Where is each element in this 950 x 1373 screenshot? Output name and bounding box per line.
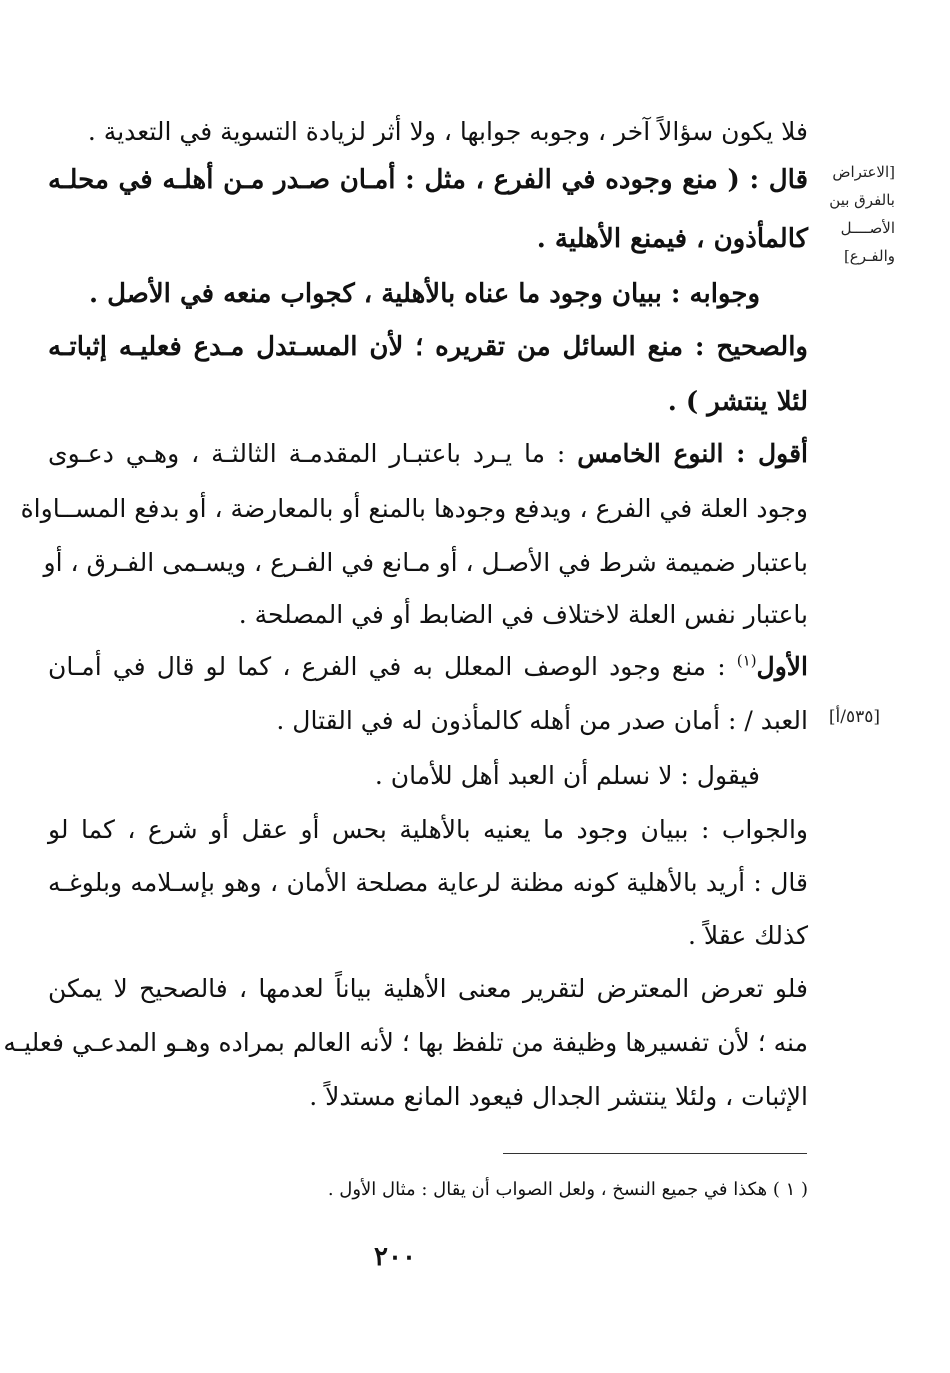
text-line: باعتبار ضميمة شرط في الأصـل ، أو مـانع في الفـرع ، ويسـمى الفـرق ، أو [43,548,808,577]
text-line: العبد / : أمان صدر من أهله كالمأذون له في القتال . [276,706,808,735]
text-line: فلا يكون سؤالاً آخر ، وجوبه جوابها ، ولا أثر لزيادة التسوية في التعدية . [87,117,808,146]
margin-folio-ref: [٥٣٥/أ] [828,707,880,727]
text-line: كذلك عقلاً . [687,921,808,950]
margin-note-line: [الاعتراض [832,163,895,181]
text-line: فلو تعرض المعترض لتقرير معنى الأهلية بياناً لعدمها ، فالصحيح لا يمكن [48,974,808,1003]
text-line: الإثبات ، ولئلا ينتشر الجدال فيعود المانع مستدلاً . [309,1082,808,1111]
subsection-heading: الأول [756,652,808,681]
text-line-bold: وجوابه : ببيان وجود ما عناه بالأهلية ، كجواب منعه في الأصل . [88,279,760,309]
text-line-bold: والصحيح : منع السائل من تقريره ؛ لأن المسـتدل مـدع فعليـه إثباتـه [48,332,808,362]
text-line: منه ؛ لأن تفسيرها وظيفة من تلفظ بها ؛ لأنه العالم بمراده وهـو المدعـي فعليـه [3,1028,808,1057]
text-line [48,650,808,684]
footnote: ( ١ ) هكذا في جميع النسخ ، ولعل الصواب أن يقال : مثال الأول . [327,1179,808,1200]
text-line: باعتبار نفس العلة لاختلاف في الضابط أو في المصلحة . [238,600,808,629]
text-line-bold: كالمأذون ، فيمنع الأهلية . [536,224,808,254]
section-heading: أقول : النوع الخامس [577,439,808,468]
text-line: فيقول : لا نسلم أن العبد أهل للأمان . [374,761,760,790]
footnote-divider [503,1153,807,1154]
text-line-bold [48,163,808,197]
body-text: : منع وجود الوصف المعلل به في الفرع ، كما لو قال في أمـان [48,652,737,681]
margin-note-line: الأصــــل [840,219,895,237]
margin-note-line: والفـرع] [843,247,895,265]
text-line [48,437,808,471]
quoted-text: : ( منع وجوده في الفرع ، مثل : أمـان صـدر مـن أهلـه في محلـه [48,165,769,195]
text-line: وجود العلة في الفرع ، ويدفع وجودها بالمنع أو بالمعارضة ، أو بدفع المســاواة [20,494,808,523]
speaker-label: قال [768,165,808,195]
margin-note-line: بالفرق بين [829,191,895,209]
text-line: والجواب : ببيان وجود ما يعنيه بالأهلية بحس أو عقل أو شرع ، كما لو [48,815,808,844]
text-line-bold: لئلا ينتشر ) . [667,387,808,417]
page-number: ٢٠٠ [374,1242,416,1272]
footnote-marker[interactable]: (١) [736,651,757,670]
margin-note-objection [829,158,895,270]
body-text: : ما يـرد باعتبـار المقدمـة الثالثـة ، وهـي دعـوى [48,439,578,468]
text-line: قال : أريد بالأهلية كونه مظنة لرعاية مصلحة الأمان ، وهو بإسـلامه وبلوغـه [48,868,808,897]
